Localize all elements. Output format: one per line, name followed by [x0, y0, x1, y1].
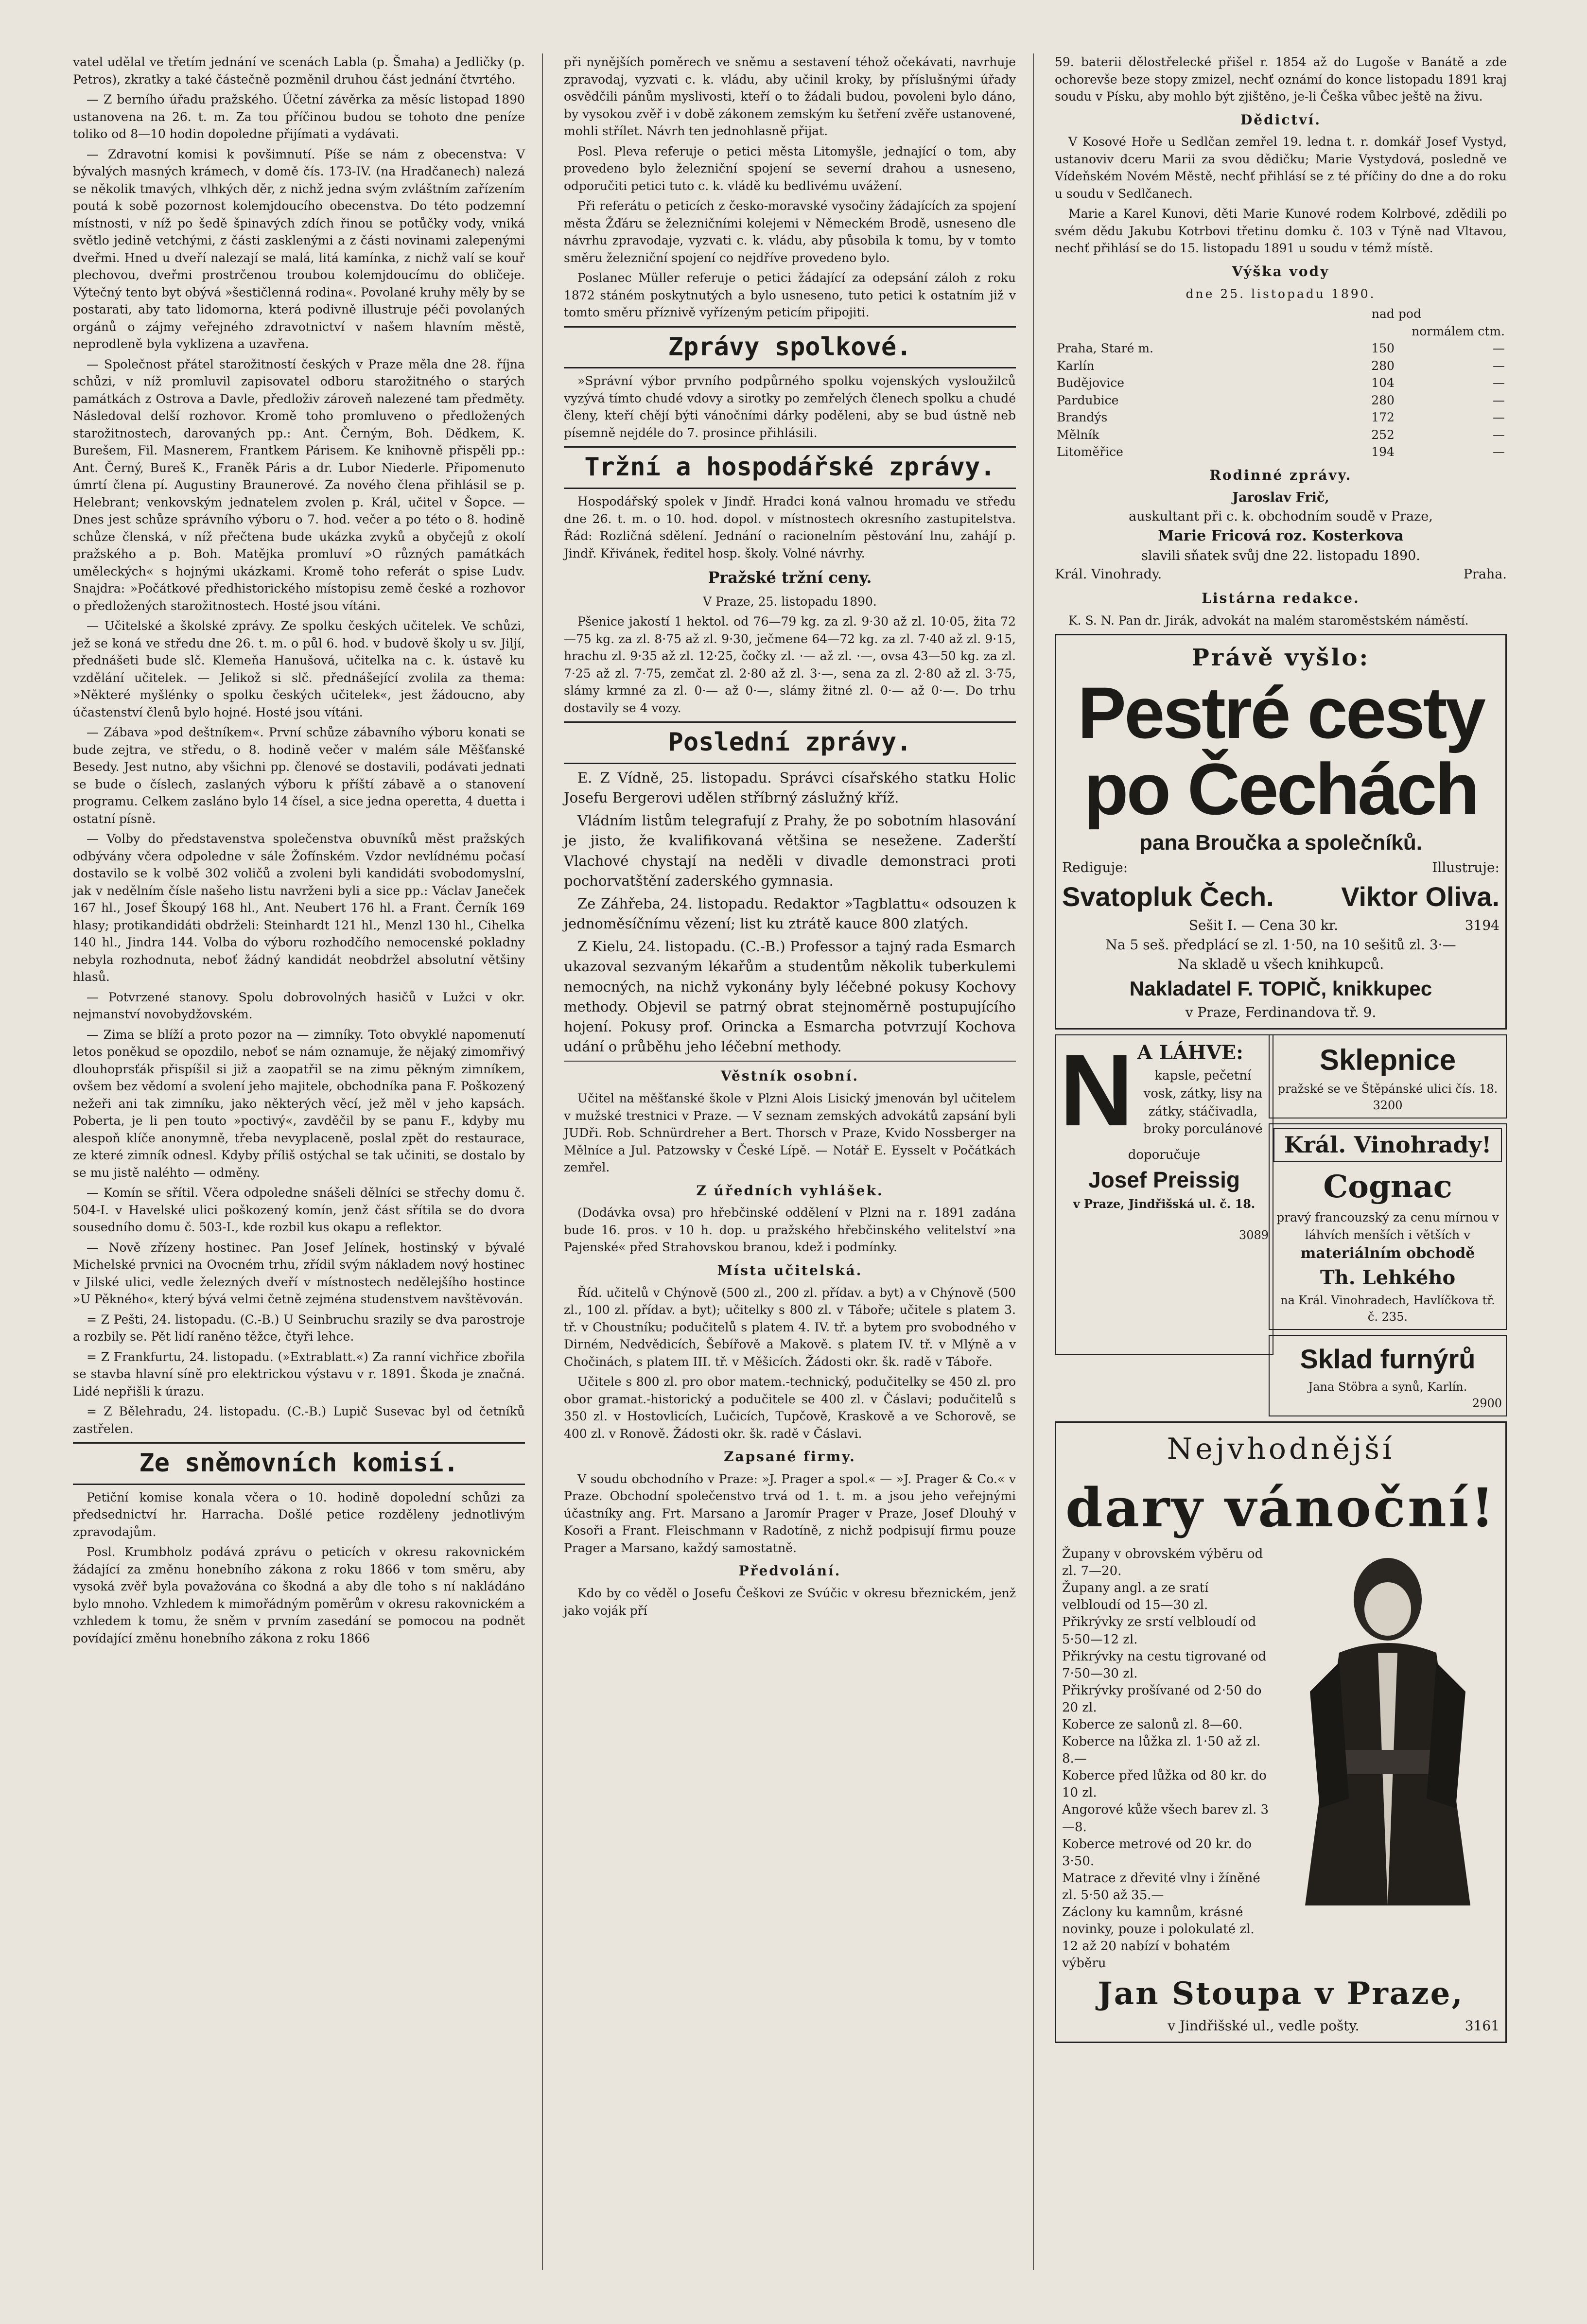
table-row	[1055, 426, 1507, 444]
paragraph: — Potvrzené stanovy. Spolu dobrovolných hasičů v Lužci v okr. nejmanství novobydžovském.	[73, 990, 525, 1021]
paragraph: vatel udělal ve třetím jednání ve scenách Labla (p. Šmaha) a Jedličky (p. Petros), zkratky a také částečně pozměnil druhou část jednání čtvrtého.	[73, 55, 525, 87]
advert-number: 3089	[1238, 1228, 1269, 1242]
notice-line: slavili sňatek svůj dne 22. listopadu 1890.	[1141, 548, 1420, 563]
table-cell-place: Karlín	[1057, 358, 1095, 373]
paragraph: — Společnost přátel starožitností českých v Praze měla dne 28. října schůzi, v níž promluvil zapisovatel odboru starožitného o starých památkách z Ostrova a Davle, předloživ zároveň nalezené tam předměty. Následoval delší rozhovor. Kromě toho promluveno o předložených starožitnostech, darovaných pp.: Ant. Černým, Boh. Dědkem, K. Burešem, Fil. Masnerem, Frantkem Párisem. Ke knihovně přispěli pp.: Ant. Černý, Bureš K., Franěk Páris a dr. Lubor Niederle. Připomenuto úmrtí člena pí. Augustiny Braunerové. Za nového člena přihlásil se p. Helebrant; venkovským jednatelem zvolen p. Král, učitel v Šopce. — Dnes jest schůze správního výboru o 7. hod. večer a po této o 8. hodině schůze členská, v níž přečtena bude ukázka zvyků a obyčejů z okolí pražského a p. Boh. Matějka promluví »O různých památkách uměleckých« s hojnými ukázkami. Kromě toho referát o spise Ludv. Snajdra: »Počátkové předhistorického místopisu země české a rozhovor o předložených starožitnostech. Hosté jsou vítáni.	[73, 357, 525, 613]
dateline: dne 25. listopadu 1890.	[1186, 286, 1376, 301]
list-item: Angorové kůže všech barev zl. 3—8.	[1062, 1802, 1269, 1835]
robed-figure-illustration	[1276, 1546, 1500, 1915]
subsection-heading: Dědictví.	[1240, 111, 1321, 128]
paragraph: V soudu obchodního v Praze: »J. Prager a spol.« — »J. Prager & Co.« v Praze. Obchodní společenstvo trvá od 1. t. m. a jsou jeho veřejnými účastníky ang. Frt. Marsano a Jaromír Prager v Praze, Josef Dlouhý v Kosoři a Frant. Fleischmann v Radotíně, z nichž podpisují firmu pouze Prager a Marsano, každý samostatně.	[564, 1471, 1016, 1555]
cellar-advert	[1269, 1034, 1507, 1118]
book-advert	[1055, 634, 1507, 1030]
table-cell-nad: 104	[1371, 376, 1395, 390]
paragraph: Učitele s 800 zl. pro obor matem.-technický, podučitelky se 450 zl. pro obor gramat.-historický a podučitele se 400 zl. v Čáslavi; podučitelů s 350 zl. v Hostovlicích, Lučicích, Tupčově, Kraskově a ve Schorově, se 400 zl. v Ronově. Žádosti okr. šk. radě v Čáslavi.	[564, 1375, 1016, 1441]
advert-initial: N	[1060, 1032, 1134, 1147]
table-cell-place: Mělník	[1057, 427, 1099, 442]
table-cell-pod: —	[1493, 341, 1505, 355]
water-level-table	[1055, 305, 1507, 461]
advert-text: Sešit I. — Cena 30 kr.	[1188, 917, 1339, 934]
divider	[564, 1061, 1016, 1062]
section-heading: Ze sněmovních komisí.	[73, 1442, 525, 1485]
advert-pre: Právě vyšlo:	[1191, 644, 1370, 672]
subsection-heading: Zapsané firmy.	[724, 1449, 856, 1465]
table-row	[1055, 374, 1507, 392]
table-cell-place: Litoměřice	[1057, 445, 1123, 459]
subsection-heading: Rodinné zprávy.	[1209, 467, 1352, 483]
section-heading: Poslední zprávy.	[564, 721, 1016, 764]
advert-title: Sklad furnýrů	[1300, 1344, 1476, 1374]
section-heading: Tržní a hospodářské zprávy.	[564, 446, 1016, 489]
publisher-name: Nakladatel F. TOPIČ, knikkupec	[1129, 977, 1432, 1000]
notice-line: Praha.	[1463, 566, 1507, 582]
paragraph: Při referátu o peticích z česko-moravské vysočiny žádajících za spojení města Žďáru se železničními kolejemi v Německém Brodě, usneseno dle návrhu zpravodaje, vyzvati c. k. vládu, aby působila k tomu, by v tomto směru železniční spojení co nejdříve provedeno bylo.	[564, 199, 1016, 265]
table-header: nad	[1371, 307, 1395, 321]
table-cell-nad: 194	[1371, 445, 1395, 459]
advert-pre: Nejvhodnější	[1167, 1432, 1395, 1466]
paragraph: = Z Frankfurtu, 24. listopadu. (»Extrablatt.«) Za ranní vichřice zbořila se stavba hlavní síně pro elektrickou výstavu v r. 1891. Škoda je značná. Lidé nepřišli k úrazu.	[73, 1349, 525, 1398]
advert-text: pravý francouzský za cenu mírnou v láhvích menších i větších v	[1276, 1210, 1499, 1242]
table-cell-nad: 280	[1371, 358, 1395, 373]
advert-text: pražské se ve Štěpánské ulici čís. 18.	[1277, 1082, 1498, 1096]
subsection-heading: Výška vody	[1232, 263, 1330, 280]
subsection-heading: Věstník osobní.	[720, 1068, 859, 1084]
bottle-advert	[1055, 1034, 1273, 1355]
paragraph: — Volby do představenstva společenstva obuvníků měst pražských odbývány včera odpoledne v sále Žofínském. Vzdor nevlídnému počasí dostavilo se k volbě 302 voličů a zvoleni byli kandidáti svobodomyslní, jak v nedělním čísle našeho listu navrženi byli a sice pp.: Václav Janeček 167 hl., Josef Škoupý 168 hl., Ant. Neubert 176 hl. a Frant. Černík 169 hlasy; protikandidáti obdrželi: Steinhardt 121 hl., Menzl 130 hl., Cihelka 140 hl., Jindra 144. Volba do výboru rozhodčího nemocenské pokladny nebyla rozhodnuta, neboť žádný kandidát neobdržel absolutní většiny hlasů.	[73, 832, 525, 984]
paragraph: Posl. Krumbholz podává zprávu o peticích v okresu rakovnickém žádající za změnu honebního zákona z roku 1866 v tom směru, aby vysoká zvěř byla považována co škodná a aby dle toho s ní nakládáno bylo mnoho. Vzhledem k mimořádným poměrům v okresu rakovnickém a vzhledem k tomu, že sněm v prvním zasedání se pomocou na podnět povídající změnu honebního zákona z roku 1866	[73, 1545, 525, 1645]
table-cell-place: Budějovice	[1057, 376, 1124, 390]
advert-text: materiálním obchodě	[1300, 1245, 1475, 1262]
paragraph: — Nově zřízeny hostinec. Pan Josef Jelínek, hostinský v bývalé Michelské prvnici na Ovocném trhu, zřídil svým nákladem nový hostinec v Jilské ulici, vedle železných dveří v místnostech nedělejšího hostince »U Pěkného«, který bývá velmi četně zejména studenstvem navštěvován.	[73, 1240, 525, 1306]
paragraph: »Správní výbor prvního podpůrného spolku vojenských vysloužilců vyzývá tímto chudé vdovy a sirotky po zemřelých členech spolku a chudé členy, kteří chějí býti vánočními dárky poděleni, aby se bud ústně neb písemně nejdéle do 7. prosince přihlásili.	[564, 374, 1016, 440]
paragraph: E. Z Vídně, 25. listopadu. Správci císařského statku Holic Josefu Bergerovi udělen stříbrný záslužný kříž.	[564, 769, 1016, 806]
veneer-advert	[1269, 1335, 1507, 1416]
paragraph: Petiční komise konala včera o 10. hodině dopolední schůzi za předsednictví hr. Harracha. Došlé petice rozděleny jednotlivým zpravodajům.	[73, 1490, 525, 1539]
notice-line: auskultant při c. k. obchodním soudě v Praze,	[1129, 508, 1433, 524]
advert-firm: Josef Preissig	[1088, 1167, 1240, 1192]
advert-label: Rediguje:	[1062, 859, 1128, 876]
paragraph: K. S. N. Pan dr. Jirák, advokát na malém staroměstském náměstí.	[1068, 613, 1469, 628]
table-cell-pod: —	[1493, 445, 1505, 459]
advert-title: Sklepnice	[1319, 1043, 1456, 1076]
advert-number: 2900	[1472, 1396, 1502, 1410]
advert-title: Král. Vinohrady!	[1273, 1128, 1502, 1162]
table-cell-place: Pardubice	[1057, 393, 1119, 407]
list-item: Koberce na lůžka zl. 1·50 až zl. 8.—	[1062, 1734, 1261, 1766]
advert-address: v Praze, Jindřišská ul. č. 18.	[1073, 1197, 1256, 1211]
table-cell-pod: —	[1493, 410, 1505, 424]
table-row	[1055, 409, 1507, 426]
column-3	[1055, 53, 1507, 2048]
table-cell-place: Brandýs	[1057, 410, 1108, 424]
advert-number: 3200	[1373, 1099, 1403, 1113]
list-item: Záclony ku kamnům, krásné novinky, pouze i polokulaté zl. 12 až 20 nabízí v bohatém výběru	[1062, 1905, 1255, 1971]
list-item: Koberce před lůžka od 80 kr. do 10 zl.	[1062, 1768, 1267, 1800]
paragraph: Ze Záhřeba, 24. listopadu. Redaktor »Tagblattu« odsouzen k jednoměsíčnímu vězení; list ku ztrátě kauce 800 zlatých.	[564, 895, 1016, 932]
subsection-heading: Pražské tržní ceny.	[708, 568, 872, 587]
advert-text: Na skladě u všech knihkupců.	[1177, 956, 1384, 972]
table-cell-nad: 252	[1371, 427, 1395, 442]
section-heading: Zprávy spolkové.	[564, 326, 1016, 369]
subsection-heading: Místa učitelská.	[717, 1262, 863, 1278]
editor-name: Svatopluk Čech.	[1062, 881, 1274, 912]
cognac-advert	[1269, 1123, 1507, 1330]
notice-line: Jaroslav Frič,	[1232, 490, 1329, 506]
table-cell-nad: 280	[1371, 393, 1395, 407]
newspaper-page	[73, 53, 1512, 2270]
advert-title: A LÁHVE:	[1137, 1041, 1243, 1064]
paragraph: Posl. Pleva referuje o petici města Litomyšle, jednající o tom, aby provedeno bylo železniční spojení se severní drahou a usneseno, odporučiti petici tuto c. k. vládě ku bedlivému uvážení.	[564, 144, 1016, 193]
paragraph: V Kosové Hoře u Sedlčan zemřel 19. ledna t. r. domkář Josef Vystyd, ustanoviv dceru Marii za svou dědičku; Marie Vystydová, posledně ve Vídeňském Novém Městě, nechť přihlásí se z té příčiny do dne a do roku u soudu v Sedlčanech.	[1055, 135, 1507, 201]
gifts-advert	[1055, 1421, 1507, 2043]
advert-address: na Král. Vinohradech, Havlíčkova tř. č. 235.	[1280, 1293, 1495, 1324]
advert-subtitle: pana Broučka a společníků.	[1139, 830, 1422, 855]
paragraph: Kdo by co věděl o Josefu Češkovi ze Svúčic v okresu březnickém, jenž jako voják pří	[564, 1586, 1016, 1618]
paragraph: při nynějších poměrech ve sněmu a sestavení téhož očekávati, navrhuje zpravodaj, vyzvati c. k. vládu, aby učinil kroky, by příslušnými úřady osvědčili pánům myslivosti, kteří o to žádali budou, povoleni bylo dáno, by vysokou zvěř i v době zákonem zemským ku šetření zvěře ustanovené, mohli střílet. Návrh ten jednohlasně přijat.	[564, 55, 1016, 138]
table-cell-pod: —	[1493, 427, 1505, 442]
paragraph: — Zdravotní komisi k povšimnutí. Píše se nám z obecenstva: V bývalých masných krámech, v domě čís. 173-IV. (na Hradčanech) nalezá se několik tmavých, vlhkých děr, z nichž jedna svým zvláštním zařízením poutá k sobě pozornost kolemjdoucího obecenstva. Do této podzemní místnosti, v níž po šedě špinavých zdích řinou se potůčky vody, vniká světlo jedině vetchými, z části zasklenými a z části novinami zalepenými dveřmi. Hned u dveří nalezají se malá, litá kamínka, z nichž valí se kouř plechovou, dveřmi prostrčenou troubou kolemjdoucímu do obličeje. Výtečný tento byt obývá »šestičlenná rodina«. Povolané kruhy měly by se postarati, aby tato lidomorna, která podivně illustruje péči povolaných orgánů o zájmy veřejného zdravotnictví v našem hlavním městě, neprodleně byla vyklizena a uzavřena.	[73, 147, 525, 351]
table-cell-pod: —	[1493, 358, 1505, 373]
list-item: Župany angl. a ze sratí velbloudí od 15—30 zl.	[1062, 1581, 1209, 1613]
notice-line: Král. Vinohrady.	[1055, 566, 1162, 582]
paragraph: Marie a Karel Kunovi, děti Marie Kunové rodem Kolrbové, zdědili po svém dědu Jakubu Kotrbovi třetinu domku č. 103 v Týně nad Vltavou, nechť přihlásí se do 15. listopadu 1891 u soudu v témž místě.	[1055, 207, 1507, 256]
advert-firm: Jan Stoupa v Praze,	[1098, 1975, 1464, 2012]
advert-text: Jana Stöbra a synů, Karlín.	[1308, 1380, 1467, 1394]
list-item: Přikrývky ze srstí velbloudí od 5·50—12 zl.	[1062, 1615, 1256, 1647]
advert-title: dary vánoční!	[1065, 1476, 1496, 1539]
paragraph: Z Kielu, 24. listopadu. (C.-B.) Professor a tajný rada Esmarch ukazoval sezvaným lékařům a studentům několik tuberkulemi nemocných, na nichž vykonány byly léčebné pokusy Kochovy methody. Objevil se patrný obrat stejnoměrně postupujícího hojení. Pokusy prof. Orincka a Esmarcha potvrzují Kochova udání o průběhu jeho léčební methody.	[564, 938, 1016, 1055]
advert-number: 3194	[1465, 917, 1500, 934]
paragraph: — Zábava »pod deštníkem«. První schůze zábavního výboru konati se bude zejtra, ve středu, o 8. hodině večer v malém sále Měšťanské Besedy. Jest nutno, aby všichni pp. členové se dostavili, podávati jednati se bude o číslech, zaslaných výboru k příští zábavě a o stanovení programu. Celkem zasláno bylo 14 čísel, a sice jedna operetta, 4 duetta i ostatní písně.	[73, 725, 525, 826]
table-cell-pod: —	[1493, 393, 1505, 407]
paragraph: Říd. učitelů v Chýnově (500 zl., 200 zl. přídav. a byt) a v Chýnově (500 zl., 100 zl. přídav. a byt); učitelky s 800 zl. v Táboře; učitele s platem 3. tř. v Choustníku; podučitelů s platem 4. IV. tř. a bytem pro svobodného v Dirném, Nedvědicích, Šebířově a Makově. s platem IV. tř. v Mlýně a v Chočinách, s platem III. tř. v Měšicích. Žádosti okr. šk. radě v Táboře.	[564, 1285, 1016, 1369]
table-cell-nad: 150	[1371, 341, 1395, 355]
advert-label: Illustruje:	[1432, 859, 1500, 876]
paragraph: = Z Pešti, 24. listopadu. (C.-B.) U Seinbruchu srazily se dva parostroje a rozbily se. Pět lidí raněno těžce, čtyři lehce.	[73, 1312, 525, 1344]
dateline: V Praze, 25. listopadu 1890.	[703, 594, 877, 609]
table-row	[1055, 357, 1507, 375]
paragraph: Hospodářský spolek v Jindř. Hradci koná valnou hromadu ve středu dne 26. t. m. o 10. hod. dopol. v místnostech okresního zastupitelstva. Řád: Rozličná sdělení. Jednání o racionelním pěstování lnu, zahájí p. Jindř. Křivánek, ředitel hosp. školy. Volné návrhy.	[564, 494, 1016, 560]
subsection-heading: Předvolání.	[738, 1563, 841, 1579]
table-cell-pod: —	[1493, 376, 1505, 390]
table-header: normálem ctm.	[1412, 324, 1505, 338]
paragraph: = Z Bělehradu, 24. listopadu. (C.-B.) Lupič Susevac byl od četníků zastřelen.	[73, 1404, 525, 1436]
paragraph: (Dodávka ovsa) pro hřebčinské oddělení v Plzni na r. 1891 zadána bude 16. pros. v 10 h. dop. u pražského hřebčinského velitelství »na Pajenské« před Strahovskou branou, kdež i podmínky.	[564, 1206, 1016, 1255]
advert-subtitle: Cognac	[1323, 1168, 1452, 1205]
advert-grid	[1055, 1034, 1507, 1416]
paragraph: Poslanec Müller referuje o petici žádající za odepsání záloh z roku 1872 stáném poskytnutých a bylo usneseno, tuto petici k ostatním již v tomto směru příznivě vyřízeným peticím připojiti.	[564, 271, 1016, 319]
illustrator-name: Viktor Oliva.	[1341, 881, 1500, 912]
table-header: pod	[1398, 307, 1421, 321]
paragraph: Vládním listům telegrafují z Prahy, že po sobotním hlasování je jisto, že kvalifikovaná většina se nesežene. Zaderští Vlachové chystají na neděli v divadle demonstraci proti pochorvatštění zaderského gymnasia.	[564, 812, 1016, 889]
publisher-address: v Praze, Ferdinandova tř. 9.	[1185, 1004, 1377, 1021]
advert-number: 3161	[1465, 2018, 1500, 2034]
column-rule	[1033, 53, 1034, 2270]
list-item: Přikrývky na cestu tigrované od 7·50—30 zl.	[1062, 1649, 1267, 1681]
advert-firm: Th. Lehkého	[1320, 1266, 1456, 1290]
list-item: Matrace z dřevité vlny i žíněné zl. 5·50 až 35.—	[1062, 1870, 1260, 1903]
advert-title: Pestré cesty po Čechách	[1078, 671, 1484, 830]
advert-text: kapsle, pečetní vosk, zátky, lisy na zátky, stáčivadla, broky porculánové	[1143, 1068, 1263, 1137]
table-row	[1055, 340, 1507, 357]
paragraph: Pšenice jakostí 1 hektol. od 76—79 kg. za zl. 9·30 až zl. 10·05, žita 72—75 kg. za zl. 8·75 až zl. 9·30, ječmene 64—72 kg. za zl. 7·40 až zl. 9·15, hrachu zl. 9·35 až zl. 12·25, čočky zl. ·— až zl. ·—, ovsa 43—50 kg. za zl. 7·25 až zl. 7·75, zemčat zl. 2·80 až zl. 3·—, sena za zl. 2·80 až zl. 3·75, slámy krmné za zl. 0·— až 0·—, slámy žitné zl. 0·— až 0·—. Do trhu dostavily se 4 vozy.	[564, 614, 1016, 715]
gift-list	[1062, 1546, 1271, 1972]
paragraph: — Zima se blíží a proto pozor na — zimníky. Toto obvyklé napomenutí letos poněkud se opozdilo, neboť se nám oznamuje, že nějaký zimomřivý dlouhoprsťák přispíšil si již a zaopatřil se na zimu pěkným zimníkem, ovšem bez vědomí a svolení jeho majitele, obchodníka pana F. Poškozený nežeři ani tak zimníku, jako některých věcí, jež měl v jeho kapsách. Poberta, je li pen touto »poctivý«, zavděčil by se panu F., kdyby mu alespoň klíče anonymně, třeba nevyplaceně, poslal zpět do restaurace, ze které zimník odnesl. Kdyby příliš ostýchal se tak učiniti, se dostalo by se mu jistě naléhto — odměny.	[73, 1027, 525, 1180]
subsection-heading: Listárna redakce.	[1202, 590, 1360, 607]
paragraph: 59. baterii dělostřelecké přišel r. 1854 až do Lugoše v Banátě a zde ochorevše beze stopy zmizel, nechť oznámí do konce listopadu 1891 kraj soudu v Písku, aby mohlo být zjištěno, je-li Češka vůbec ještě na živu.	[1055, 55, 1507, 104]
paragraph: — Komín se sřítil. Včera odpoledne snášeli dělníci se střechy domu č. 504-I. v Havelské ulici poškozený komín, jenž část sřítila se do dvora sousedního domu č. 503-I., kde rozbil kus okapu a reflektor.	[73, 1186, 525, 1234]
list-item: Župany v obrovském výběru od zl. 7—20.	[1062, 1547, 1263, 1579]
paragraph: — Z berního úřadu pražského. Účetní závěrka za měsíc listopad 1890 ustanovena na 26. t. m. Za tou příčinou budou se tohoto dne peníze toliko od 8—10 hodin dopoledne přijímati a vydávati.	[73, 92, 525, 141]
column-1	[73, 53, 525, 1650]
paragraph: — Učitelské a školské zprávy. Ze spolku českých učitelek. Ve schůzi, jež se koná ve středu dne 26. t. m. o půl 6. hod. v budově školy u sv. Jiljí, přednášeti bude slč. Klemeňa Hanušová, učitelka na c. k. ústavě ku vzdělání učitelek. — Jelikož si slč. přednášející zvolila za thema: »Některé myšlénky o spolku českých učitelek«, jest žádoucno, aby účastenství členů bylo hojné. Hosté jsou vítáni.	[73, 619, 525, 719]
table-row	[1055, 392, 1507, 409]
paragraph: Učitel na měšťanské škole v Plzni Alois Lisický jmenován byl učitelem v mužské trestnici v Praze. — V seznam zemských advokátů zapsání byli JUDři. Rob. Schnürdreher a Bert. Thorsch v Praze, Kvido Nossberger na Mělníce a Jul. Patzowsky v České Lípě. — Notář E. Eysselt v Počátkách zemřel.	[564, 1091, 1016, 1175]
advert-text: doporučuje	[1128, 1147, 1201, 1162]
list-item: Koberce ze salonů zl. 8—60.	[1062, 1717, 1243, 1732]
figure-icon	[1281, 1546, 1495, 1915]
table-cell-place: Praha, Staré m.	[1057, 341, 1153, 355]
table-row	[1055, 443, 1507, 461]
column-rule	[542, 53, 543, 2270]
family-notice	[1055, 489, 1507, 584]
list-item: Koberce metrové od 20 kr. do 3·50.	[1062, 1836, 1252, 1869]
advert-address: v Jindřišské ul., vedle pošty.	[1168, 2018, 1360, 2034]
advert-text: Na 5 seš. předplácí se zl. 1·50, na 10 sešitů zl. 3·—	[1105, 937, 1456, 953]
subsection-heading: Z úředních vyhlášek.	[696, 1182, 884, 1199]
list-item: Přikrývky prošívané od 2·50 do 20 zl.	[1062, 1683, 1262, 1715]
column-2	[564, 53, 1016, 1622]
table-cell-nad: 172	[1371, 410, 1395, 424]
notice-line: Marie Fricová roz. Kosterkova	[1158, 527, 1404, 544]
